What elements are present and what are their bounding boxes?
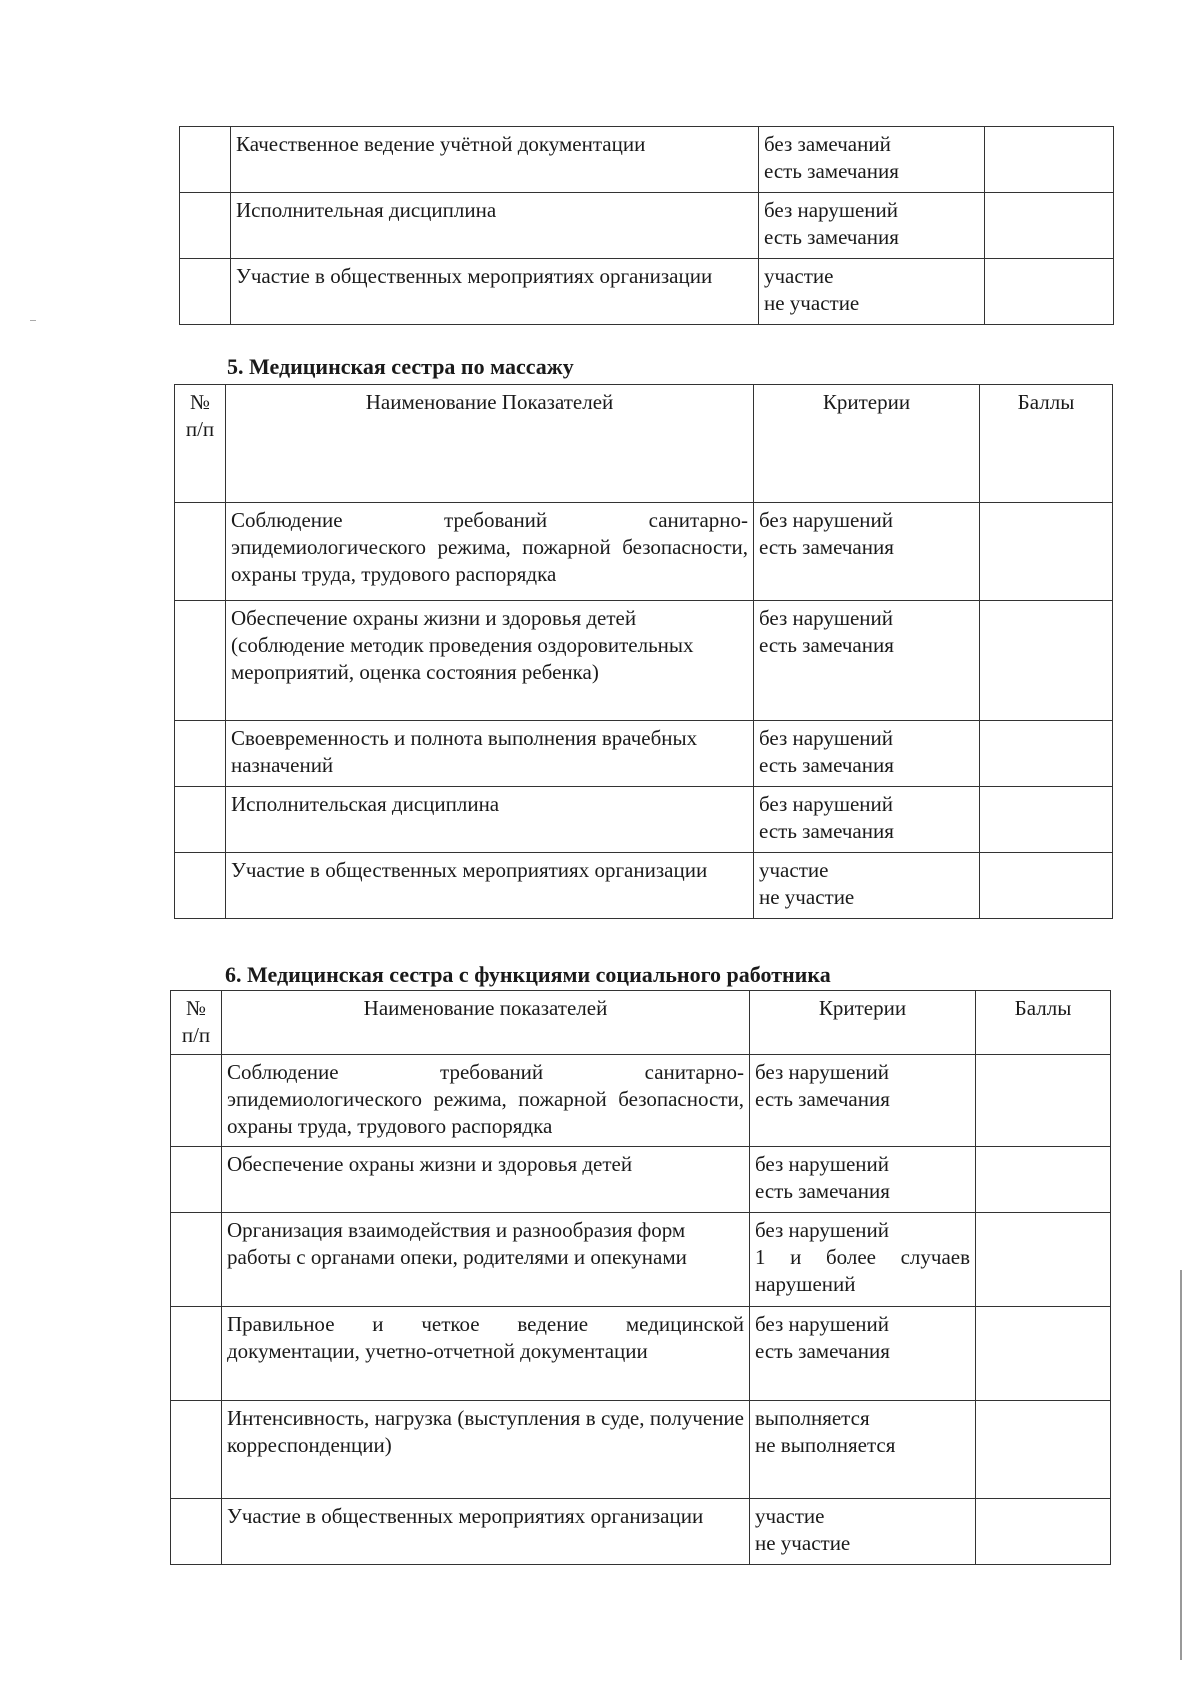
row-number — [171, 1499, 222, 1565]
indicator-name: Интенсивность, нагрузка (выступления в суде, получение корреспонденции) — [222, 1401, 750, 1499]
criteria-cell — [750, 1499, 976, 1565]
score-cell — [985, 193, 1114, 259]
criteria-option: выполняется — [755, 1406, 870, 1430]
criteria-option: без нарушений — [759, 726, 894, 750]
criteria-option: есть замечания — [759, 753, 894, 777]
row-number — [175, 787, 226, 853]
header-name: Наименование показателей — [222, 991, 750, 1055]
criteria-option: участие — [755, 1504, 825, 1528]
table-header-row — [175, 385, 1113, 503]
row-number — [175, 503, 226, 601]
score-cell — [976, 1307, 1111, 1401]
indicator-name: Участие в общественных мероприятиях организации — [222, 1499, 750, 1565]
header-criteria: Критерии — [750, 991, 976, 1055]
criteria-option: без нарушений — [755, 1060, 890, 1084]
score-cell — [985, 127, 1114, 193]
criteria-option: есть замечания — [759, 819, 894, 843]
table-top — [179, 126, 1114, 325]
header-score: Баллы — [980, 385, 1113, 503]
header-score: Баллы — [976, 991, 1111, 1055]
criteria-option: есть замечания — [759, 535, 894, 559]
criteria-option: участие — [759, 858, 829, 882]
header-criteria: Критерии — [754, 385, 980, 503]
score-cell — [980, 721, 1113, 787]
table-section-6 — [170, 990, 1111, 1565]
criteria-cell — [754, 853, 980, 919]
criteria-cell — [759, 193, 985, 259]
row-number — [171, 1213, 222, 1307]
header-name: Наименование Показателей — [226, 385, 754, 503]
indicator-name: Исполнительная дисциплина — [231, 193, 759, 259]
table-row — [171, 1401, 1111, 1499]
table-row — [171, 1499, 1111, 1565]
table-row — [175, 721, 1113, 787]
table-row — [171, 1055, 1111, 1147]
criteria-option: есть замечания — [764, 159, 899, 183]
criteria-option: без нарушений — [755, 1312, 890, 1336]
criteria-option: без нарушений — [755, 1152, 890, 1176]
table-row — [180, 259, 1114, 325]
row-number — [171, 1055, 222, 1147]
table-row — [175, 601, 1113, 721]
table-row — [171, 1307, 1111, 1401]
criteria-cell — [754, 787, 980, 853]
section-5-title: 5. Медицинская сестра по массажу — [227, 354, 574, 379]
table-row — [180, 127, 1114, 193]
table-header-row — [171, 991, 1111, 1055]
table-row — [175, 853, 1113, 919]
indicator-name: Качественное ведение учётной документации — [231, 127, 759, 193]
indicator-name: Участие в общественных мероприятиях организации — [231, 259, 759, 325]
criteria-cell — [750, 1401, 976, 1499]
header-number: № п/п — [171, 991, 222, 1055]
row-number — [171, 1401, 222, 1499]
criteria-option: без нарушений — [759, 792, 894, 816]
criteria-option: без нарушений — [755, 1218, 890, 1242]
criteria-option: есть замечания — [759, 633, 894, 657]
criteria-cell — [759, 259, 985, 325]
score-cell — [976, 1401, 1111, 1499]
criteria-option: есть замечания — [755, 1179, 890, 1203]
score-cell — [976, 1499, 1111, 1565]
indicator-name: Правильное и четкое ведение медицинской документации, учетно-отчетной документации — [222, 1307, 750, 1401]
score-cell — [976, 1055, 1111, 1147]
indicator-name: Исполнительская дисциплина — [226, 787, 754, 853]
score-cell — [976, 1147, 1111, 1213]
scan-speck — [30, 320, 36, 321]
score-cell — [980, 853, 1113, 919]
criteria-option: есть замечания — [755, 1087, 890, 1111]
table-row — [175, 503, 1113, 601]
table-row — [171, 1147, 1111, 1213]
criteria-cell — [754, 503, 980, 601]
criteria-option: без нарушений — [764, 198, 899, 222]
criteria-option: не участие — [759, 885, 855, 909]
section-6-title: 6. Медицинская сестра с функциями социального работника — [225, 962, 831, 987]
score-cell — [980, 601, 1113, 721]
criteria-option: есть замечания — [755, 1339, 890, 1363]
indicator-name: Организация взаимодействия и разнообразия форм работы с органами опеки, родителями и опекунами — [222, 1213, 750, 1307]
criteria-cell — [750, 1307, 976, 1401]
criteria-option: 1 и более случаев нарушений — [755, 1245, 970, 1296]
criteria-cell — [754, 721, 980, 787]
table-row — [171, 1213, 1111, 1307]
indicator-name: Своевременность и полнота выполнения врачебных назначений — [226, 721, 754, 787]
criteria-option: без нарушений — [759, 508, 894, 532]
criteria-option: есть замечания — [764, 225, 899, 249]
row-number — [175, 721, 226, 787]
table-section-5 — [174, 384, 1113, 919]
score-cell — [980, 787, 1113, 853]
indicator-name: Участие в общественных мероприятиях организации — [226, 853, 754, 919]
indicator-name: Соблюдение требований санитарно-эпидемиологического режима, пожарной безопасности, охраны труда, трудового распорядка — [222, 1055, 750, 1147]
row-number — [180, 259, 231, 325]
scan-edge-line — [1180, 1270, 1182, 1660]
criteria-cell — [759, 127, 985, 193]
indicator-name: Соблюдение требований санитарно-эпидемиологического режима, пожарной безопасности, охраны труда, трудового распорядка — [226, 503, 754, 601]
score-cell — [976, 1213, 1111, 1307]
criteria-cell — [754, 601, 980, 721]
row-number — [180, 193, 231, 259]
criteria-option: не участие — [764, 291, 860, 315]
criteria-cell — [750, 1055, 976, 1147]
row-number — [175, 601, 226, 721]
header-number: № п/п — [175, 385, 226, 503]
criteria-cell — [750, 1147, 976, 1213]
row-number — [180, 127, 231, 193]
indicator-name: Обеспечение охраны жизни и здоровья детей (соблюдение методик проведения оздоровительных мероприятий, оценка состояния ребенка) — [226, 601, 754, 721]
row-number — [175, 853, 226, 919]
criteria-option: не выполняется — [755, 1433, 896, 1457]
table-row — [180, 193, 1114, 259]
criteria-option: без замечаний — [764, 132, 891, 156]
row-number — [171, 1147, 222, 1213]
indicator-name: Обеспечение охраны жизни и здоровья детей — [222, 1147, 750, 1213]
criteria-option: не участие — [755, 1531, 851, 1555]
score-cell — [980, 503, 1113, 601]
score-cell — [985, 259, 1114, 325]
row-number — [171, 1307, 222, 1401]
criteria-option: участие — [764, 264, 834, 288]
table-row — [175, 787, 1113, 853]
criteria-cell — [750, 1213, 976, 1307]
criteria-option: без нарушений — [759, 606, 894, 630]
